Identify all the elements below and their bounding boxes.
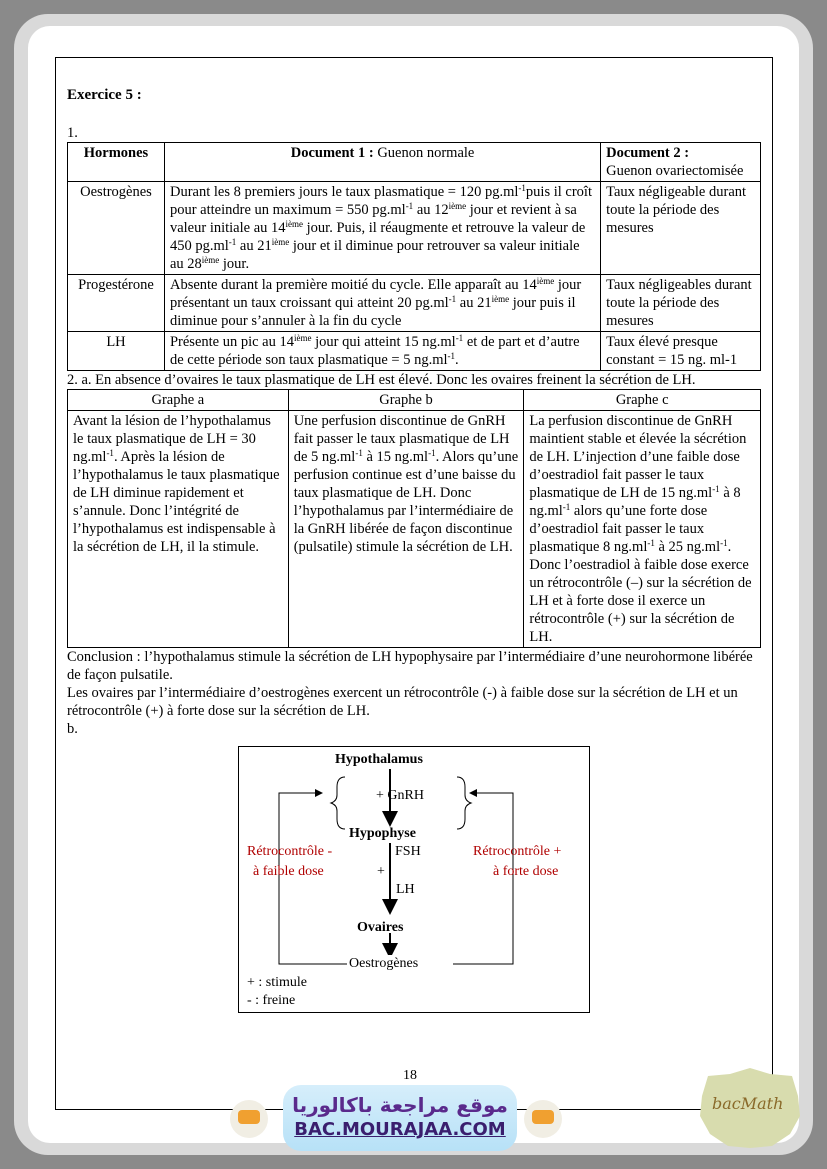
exercise-title: Exercice 5 : bbox=[67, 87, 142, 103]
document-2-cell: Taux élevé presque constant = 15 ng. ml-1 bbox=[601, 332, 761, 371]
document-2-cell: Taux négligeables durant toute la période des mesures bbox=[601, 275, 761, 332]
header-document-1: Document 1 : Guenon normale bbox=[164, 143, 600, 182]
hormone-name: LH bbox=[68, 332, 165, 371]
ovaires-label: Ovaires bbox=[357, 920, 404, 935]
hypophyse-label: Hypophyse bbox=[349, 826, 416, 841]
question-2a: 2. a. En absence d’ovaires le taux plasmatique de LH est élevé. Donc les ovaires freinent la sécrétion de LH. bbox=[67, 372, 696, 388]
document-1-cell: Absente durant la première moitié du cycle. Elle apparaît au 14ième jour présentant un taux croissant qui atteint 20 $pg.ml^{-1}$ au 21ième jour puis il diminue pour s’annuler à la fin du cycle bbox=[164, 275, 600, 332]
lh-label: LH bbox=[396, 882, 415, 897]
plus-label: + bbox=[377, 864, 385, 879]
conclusion-2: Les ovaires par l’intermédiaire d’oestrogènes exercent un rétrocontrôle (-) à faible dose sur la sécrétion de LH et un rétrocontrôle (+) à forte dose sur la sécrétion de LH. bbox=[67, 685, 738, 719]
retro-pos-label-1: Rétrocontrôle + bbox=[473, 844, 562, 859]
graphe-c-cell: La perfusion discontinue de GnRH maintient stable et élevée la sécrétion de LH. L’injection d’une faible dose d’oestradiol fait passer le taux plasmatique de LH de 15 $ng.ml^{-1}$ à 8 $ng.ml^{-1}$ alors qu’une forte dose d’oestradiol fait passer le taux plasmatique 8 $ng.ml^{-1}$ à 25 $ng.ml^{-1}$. Donc l’oestradiol à faible dose exerce un rétrocontrôle (–) sur la sécrétion de LH et à forte dose il exerce un rétrocontrôle (+) sur la sécrétion de LH. bbox=[524, 411, 761, 648]
graphe-b-cell: Une perfusion discontinue de GnRH fait passer le taux plasmatique de LH de 5 $ng.ml^{-1}$ à 15 $ng.ml^{-1}$. Alors qu’une perfusion continue est d’une baisse du taux plasmatique de LH. Donc l’hypothalamus par l’intermédiaire de la GnRH libérée de façon discontinue (pulsatile) stimule la sécrétion de LH. bbox=[288, 411, 524, 648]
brace-left bbox=[331, 777, 345, 829]
header-hormones: Hormones bbox=[68, 143, 165, 182]
table-header-row bbox=[68, 143, 761, 182]
site-banner[interactable] bbox=[283, 1085, 517, 1151]
site-name-arabic: موقع مراجعة باكالوريا bbox=[292, 1093, 508, 1117]
book-logo-icon bbox=[524, 1100, 562, 1138]
document-1-cell: Présente un pic au 14ième jour qui atteint 15 $ng.ml^{-1}$ et de part et d’autre de cette période son taux plasmatique = 5 $ng.ml^{-1}$. bbox=[164, 332, 600, 371]
fsh-label: FSH bbox=[395, 844, 421, 859]
document-1-cell: Durant les 8 premiers jours le taux plasmatique = 120 $pg.ml^{-1}puis$ il croît pour atteindre un maximum = 550 $pg.ml^{-1}$ au 12ième jour et revient à sa valeur initiale au 14ième jour. Puis, il réaugmente et retrouve la valeur de 450 $pg.ml^{-1}$ au 21ième jour et il diminue pour retrouver sa valeur initiale au 28ième jour. bbox=[164, 182, 600, 275]
gnrh-label: + GnRH bbox=[376, 788, 424, 803]
table-row bbox=[68, 182, 761, 275]
book-logo-icon bbox=[230, 1100, 268, 1138]
header-graphe-a: Graphe a bbox=[68, 390, 289, 411]
seal-label: bacMath bbox=[712, 1094, 784, 1113]
graphe-a-cell: Avant la lésion de l’hypothalamus le taux plasmatique de LH = 30 $ng.ml^{-1}$. Après la lésion de l’hypothalamus le taux plasmatique de LH diminue rapidement et s’annule. Donc l’intégrité de l’hypothalamus est indispensable à la sécrétion de LH, il la stimule. bbox=[68, 411, 289, 648]
brace-right bbox=[457, 777, 471, 829]
graphs-header-row bbox=[68, 390, 761, 411]
hormone-name: Oestrogènes bbox=[68, 182, 165, 275]
legend-freine: - : freine bbox=[247, 993, 296, 1008]
hormones-table bbox=[67, 142, 761, 371]
conclusion-1: Conclusion : l’hypothalamus stimule la sécrétion de LH hypophysaire par l’intermédiaire d’une neurohormone libérée de façon pulsatile. bbox=[67, 649, 753, 683]
retro-pos-label-2: à forte dose bbox=[493, 864, 559, 879]
header-graphe-b: Graphe b bbox=[288, 390, 524, 411]
table-row bbox=[68, 275, 761, 332]
question-1-label: 1. bbox=[67, 125, 78, 141]
site-url-link[interactable]: BAC.MOURAJAA.COM bbox=[294, 1119, 506, 1140]
table-row bbox=[68, 332, 761, 371]
page-number: 18 bbox=[403, 1068, 417, 1083]
regulation-diagram bbox=[238, 746, 590, 1013]
oestrogenes-label: Oestrogènes bbox=[349, 956, 419, 971]
table-row bbox=[68, 411, 761, 648]
retro-neg-label-2: à faible dose bbox=[253, 864, 324, 879]
legend-stimule: + : stimule bbox=[247, 975, 308, 990]
question-b: b. bbox=[67, 721, 78, 737]
document-2-cell: Taux négligeable durant toute la période des mesures bbox=[601, 182, 761, 275]
document-content bbox=[67, 86, 761, 1013]
hypothalamus-label: Hypothalamus bbox=[335, 752, 423, 767]
graphs-table bbox=[67, 389, 761, 648]
retro-neg-label-1: Rétrocontrôle - bbox=[247, 844, 333, 859]
header-document-2: Document 2 : Guenon ovariectomisée bbox=[601, 143, 761, 182]
hormone-name: Progestérone bbox=[68, 275, 165, 332]
header-graphe-c: Graphe c bbox=[524, 390, 761, 411]
